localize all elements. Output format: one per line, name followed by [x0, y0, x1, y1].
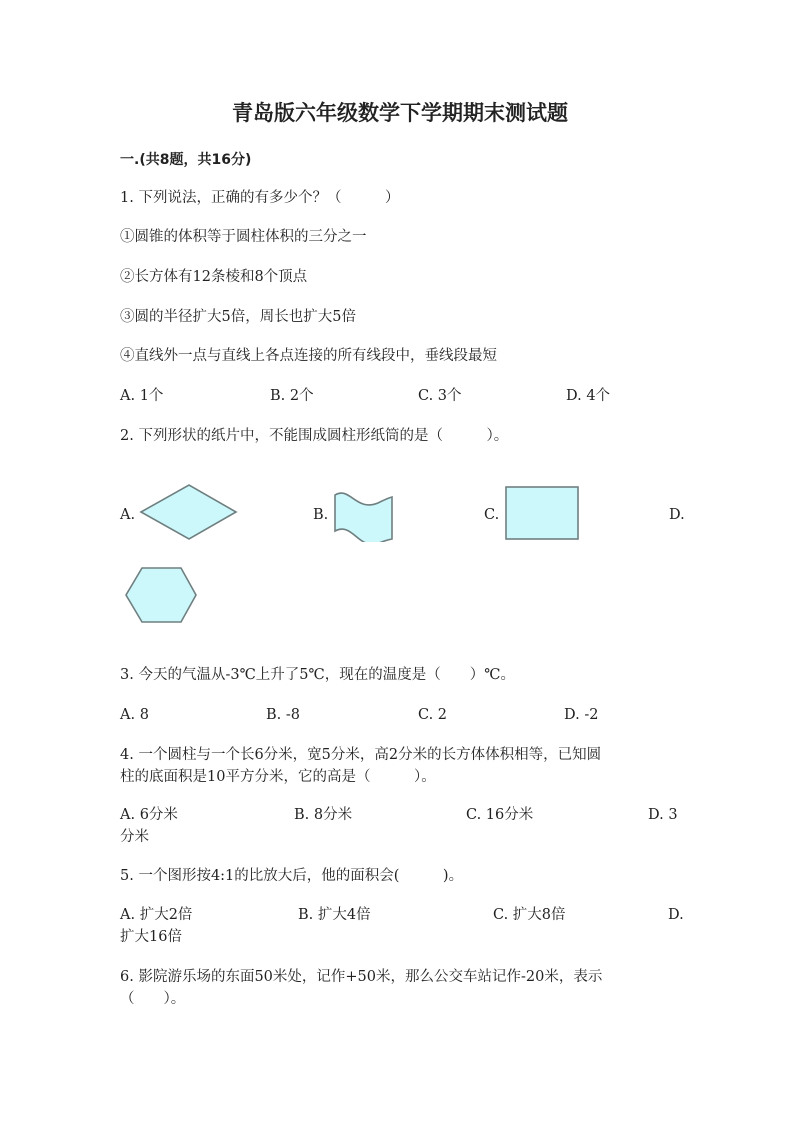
question-4-stem-line-2: 柱的底面积是10平方分米，它的高是（ ）。 — [120, 769, 436, 785]
question-1-stem: 1. 下列说法，正确的有多少个？（ ） — [120, 190, 400, 206]
question-5-option-a: A. 扩大2倍 — [120, 907, 193, 923]
question-4-option-c: C. 16分米 — [466, 807, 534, 823]
question-6-stem-line-1: 6. 影院游乐场的东面50米处，记作+50米，那么公交车站记作-20米，表示 — [120, 969, 603, 985]
question-2-stem: 2. 下列形状的纸片中，不能围成圆柱形纸筒的是（ ）。 — [120, 428, 509, 444]
question-1-statement-3: ③圆的半径扩大5倍，周长也扩大5倍 — [120, 309, 356, 325]
question-3-option-a: A. 8 — [120, 707, 149, 723]
question-5-stem: 5. 一个图形按4:1的比放大后，他的面积会( )。 — [120, 868, 464, 884]
question-3-option-b: B. -8 — [266, 707, 300, 723]
question-3-stem: 3. 今天的气温从-3℃上升了5℃，现在的温度是（ ）℃。 — [120, 667, 515, 683]
question-3-option-c: C. 2 — [418, 707, 448, 723]
question-1-statement-1: ①圆锥的体积等于圆柱体积的三分之一 — [120, 229, 367, 245]
question-1-statement-4: ④直线外一点与直线上各点连接的所有线段中，垂线段最短 — [120, 348, 497, 364]
question-2-option-a: A. — [120, 507, 136, 523]
section-heading: 一.(共8题，共16分) — [120, 152, 252, 168]
page-title: 青岛版六年级数学下学期期末测试题 — [232, 101, 568, 125]
question-2-option-d: D. — [669, 507, 685, 523]
question-2-option-c: C. — [484, 507, 500, 523]
question-4-stem-line-1: 4. 一个圆柱与一个长6分米，宽5分米，高2分米的长方体体积相等，已知圆 — [120, 747, 602, 763]
question-1-option-d: D. 4个 — [566, 388, 611, 404]
hexagon-shape — [123, 565, 199, 625]
question-1-statement-2: ②长方体有12条棱和8个顶点 — [120, 269, 308, 285]
question-5-option-b: B. 扩大4倍 — [298, 907, 371, 923]
question-1-option-b: B. 2个 — [270, 388, 314, 404]
question-2-option-b: B. — [313, 507, 329, 523]
wavy-shape — [330, 490, 396, 542]
question-4-option-b: B. 8分米 — [294, 807, 353, 823]
rhombus-shape — [138, 482, 242, 542]
question-5-option-d-wrap: 扩大16倍 — [120, 929, 182, 945]
question-4-option-d-wrap: 分米 — [120, 829, 149, 845]
question-4-option-a: A. 6分米 — [120, 807, 178, 823]
question-3-option-d: D. -2 — [564, 707, 599, 723]
question-1-option-c: C. 3个 — [418, 388, 462, 404]
question-4-option-d: D. 3 — [648, 807, 678, 823]
question-6-stem-line-2: （ ）。 — [120, 991, 186, 1007]
question-5-option-d: D. — [668, 907, 684, 923]
rectangle-shape — [504, 485, 580, 541]
question-5-option-c: C. 扩大8倍 — [493, 907, 566, 923]
question-1-option-a: A. 1个 — [120, 388, 164, 404]
